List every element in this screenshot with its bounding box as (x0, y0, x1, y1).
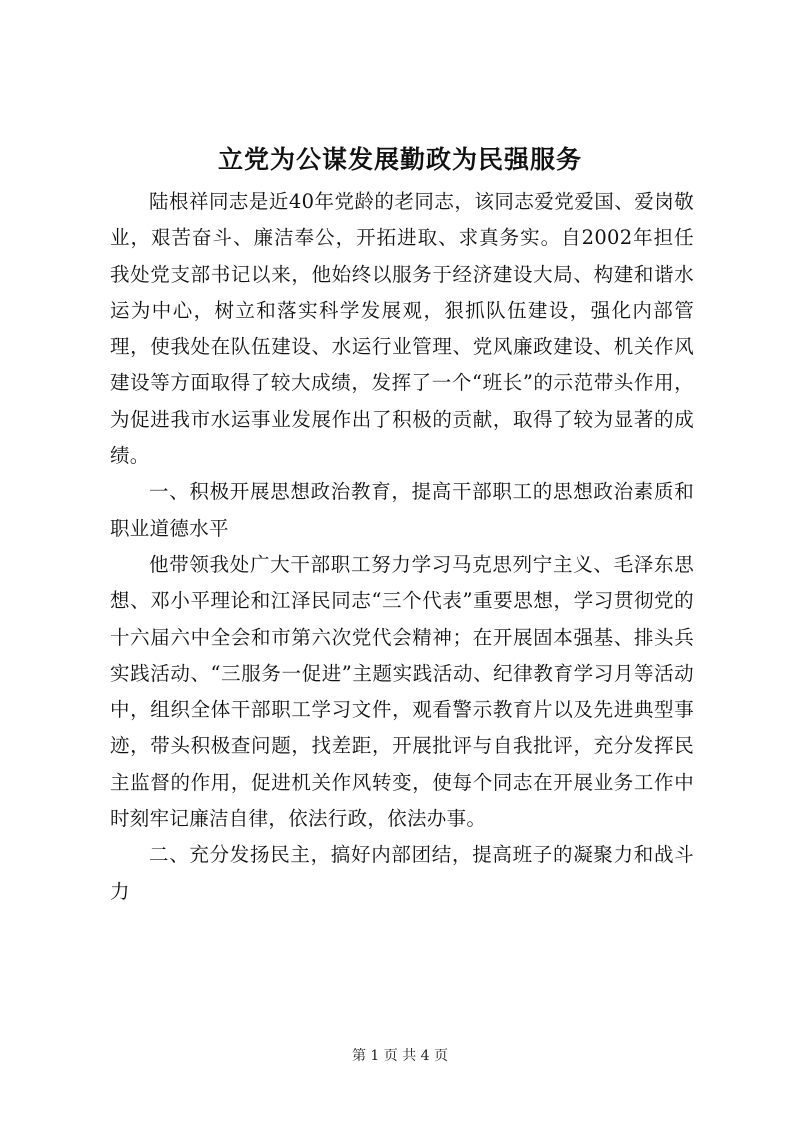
section-heading-1: 一、积极开展思想政治教育，提高干部职工的思想政治素质和职业道德水平 (110, 480, 694, 540)
page-number-footer: 第 1 页 共 4 页 (351, 1048, 449, 1064)
intro-paragraph: 陆根祥同志是近40年党龄的老同志，该同志爱党爱国、爱岗敬业，艰苦奋斗、廉洁奉公，开拓进取、求真务实。自2002年担任我处党支部书记以来，他始终以服务于经济建设大局、构建和谐水运为中心，树立和落实科学发展观，狠抓队伍建设，强化内部管理，使我处在队伍建设、水运行业管理、党风廉政建设、机关作风建设等方面取得了较大成绩，发挥了一个“班长”的示范带头作用，为促进我市水运事业发展作出了积极的贡献，取得了较为显著的成绩。 (110, 190, 694, 468)
section-1-paragraph: 他带领我处广大干部职工努力学习马克思列宁主义、毛泽东思想、邓小平理论和江泽民同志“三个代表”重要思想，学习贯彻党的十六届六中全会和市第六次党代会精神；在开展固本强基、排头兵实践活动、“三服务一促进”主题实践活动、纪律教育学习月等活动中，组织全体干部职工学习文件，观看警示教育片以及先进典型事迹，带头积极查问题，找差距，开展批评与自我批评，充分发挥民主监督的作用，促进机关作风转变，使每个同志在开展业务工作中时刻牢记廉洁自律，依法行政，依法办事。 (110, 552, 694, 831)
document-body (110, 184, 694, 910)
document-title: 立党为公谋发展勤政为民强服务 (217, 145, 582, 174)
section-heading-2: 二、充分发扬民主，搞好内部团结，提高班子的凝聚力和战斗力 (110, 843, 694, 903)
